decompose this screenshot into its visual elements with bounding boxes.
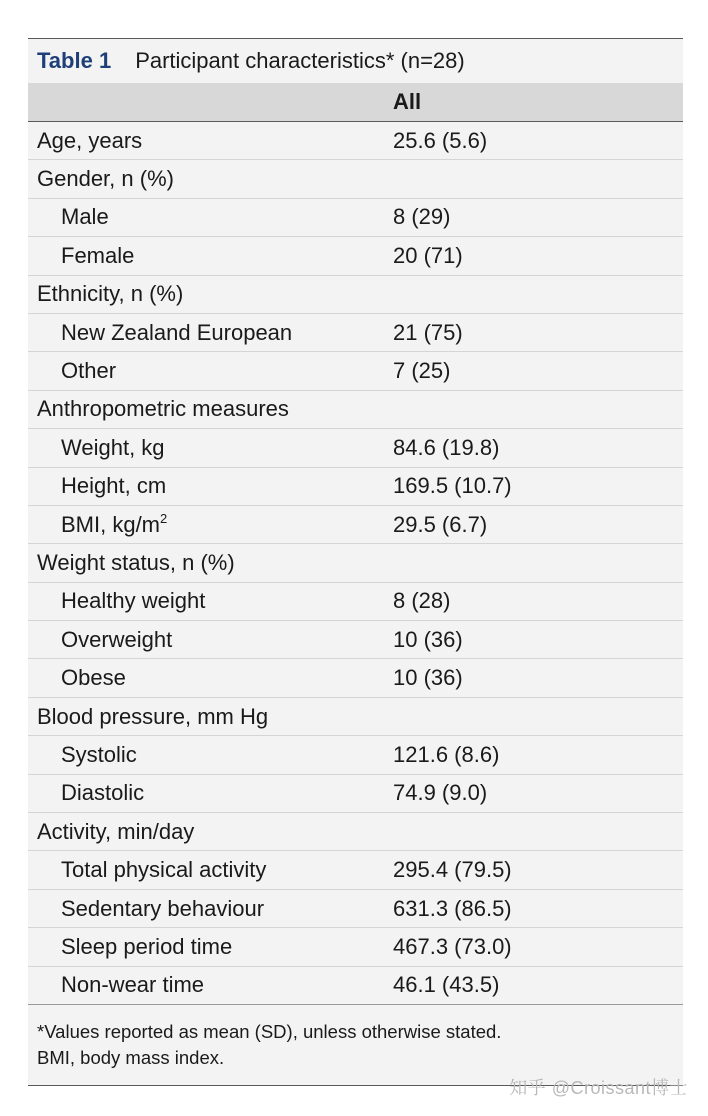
row-value: 25.6 (5.6) [393,127,488,153]
row-label-text: Ethnicity, n (%) [37,281,184,307]
table-row [28,928,683,966]
column-header-all: All [393,89,422,114]
row-label [28,780,393,806]
row-label-text: Female [61,242,135,268]
footnote-line: *Values reported as mean (SD), unless otherwise stated. [37,1020,502,1042]
row-label [28,588,393,614]
row-label [28,204,393,230]
row-label [28,435,393,461]
table-row [28,890,683,928]
row-label-text: Diastolic [61,780,145,806]
table-row [28,468,683,506]
row-value: 8 (28) [393,588,451,614]
table-row [28,621,683,659]
table-row [28,813,683,851]
row-label-text: Gender, n (%) [37,166,174,192]
row-label-text: Blood pressure, mm Hg [37,703,269,729]
row-label-text: Anthropometric measures [37,396,289,422]
row-label-text: Total physical activity [61,857,267,883]
table-header-row [28,83,683,122]
row-value: 169.5 (10.7) [393,473,512,499]
row-label [28,742,393,768]
row-label-text: Overweight [61,626,173,652]
footnote-line: BMI, body mass index. [37,1046,225,1068]
row-value: 84.6 (19.8) [393,434,500,460]
row-label [28,857,393,883]
row-label [28,358,393,384]
table-panel [28,38,683,1086]
row-value: 295.4 (79.5) [393,857,512,883]
table-row [28,237,683,275]
row-label-text: Sedentary behaviour [61,895,265,921]
row-label [28,665,393,691]
row-label [28,550,393,576]
row-value: 8 (29) [393,204,451,230]
row-label-text: Activity, min/day [37,818,195,844]
row-label [28,512,393,538]
row-label [28,473,393,499]
row-label-text: Non-wear time [61,972,205,998]
table-label: Table 1 [37,48,112,73]
row-label [28,320,393,346]
row-label-text: Age, years [37,127,143,153]
row-value: 46.1 (43.5) [393,972,500,998]
row-value: 10 (36) [393,665,463,691]
row-value: 10 (36) [393,626,463,652]
table-title: Participant characteristics* (n=28) [135,48,465,73]
row-label [28,281,393,307]
table-row [28,352,683,390]
row-value: 20 (71) [393,242,463,268]
table-row [28,698,683,736]
table-row [28,506,683,544]
row-label-text: Healthy weight [61,588,206,614]
row-value: 29.5 (6.7) [393,511,488,537]
table-row [28,583,683,621]
table-row [28,314,683,352]
row-value: 467.3 (73.0) [393,933,512,959]
table-row [28,967,683,1005]
row-label-text: Weight status, n (%) [37,549,235,575]
table-row [28,160,683,198]
table-row [28,199,683,237]
table-row [28,391,683,429]
row-label-superscript: 2 [160,510,168,526]
row-label [28,396,393,422]
row-label [28,128,393,154]
row-label [28,243,393,269]
row-label-text: Sleep period time [61,933,233,959]
row-value: 21 (75) [393,319,463,345]
row-value: 7 (25) [393,358,451,384]
watermark: 知乎 @Croissant博士 [509,1078,688,1098]
table-row [28,122,683,160]
row-label-text: BMI, kg/m [61,511,161,537]
row-label [28,896,393,922]
table-row [28,775,683,813]
row-value: 74.9 (9.0) [393,780,488,806]
row-label-text: Obese [61,665,126,691]
row-label [28,934,393,960]
table-row [28,276,683,314]
row-label [28,166,393,192]
row-label [28,972,393,998]
table-caption [28,38,683,83]
row-value: 631.3 (86.5) [393,895,512,921]
table-row [28,544,683,582]
row-label-text: Other [61,358,117,384]
table-row [28,851,683,889]
row-label [28,704,393,730]
row-label-text: Systolic [61,741,137,767]
table-row [28,429,683,467]
row-value: 121.6 (8.6) [393,741,500,767]
row-label [28,819,393,845]
row-label-text: Male [61,204,109,230]
table-row [28,736,683,774]
row-label-text: New Zealand European [61,319,293,345]
row-label [28,627,393,653]
table-body [28,122,683,1005]
table-row [28,659,683,697]
row-label-text: Weight, kg [61,434,165,460]
row-label-text: Height, cm [61,473,167,499]
